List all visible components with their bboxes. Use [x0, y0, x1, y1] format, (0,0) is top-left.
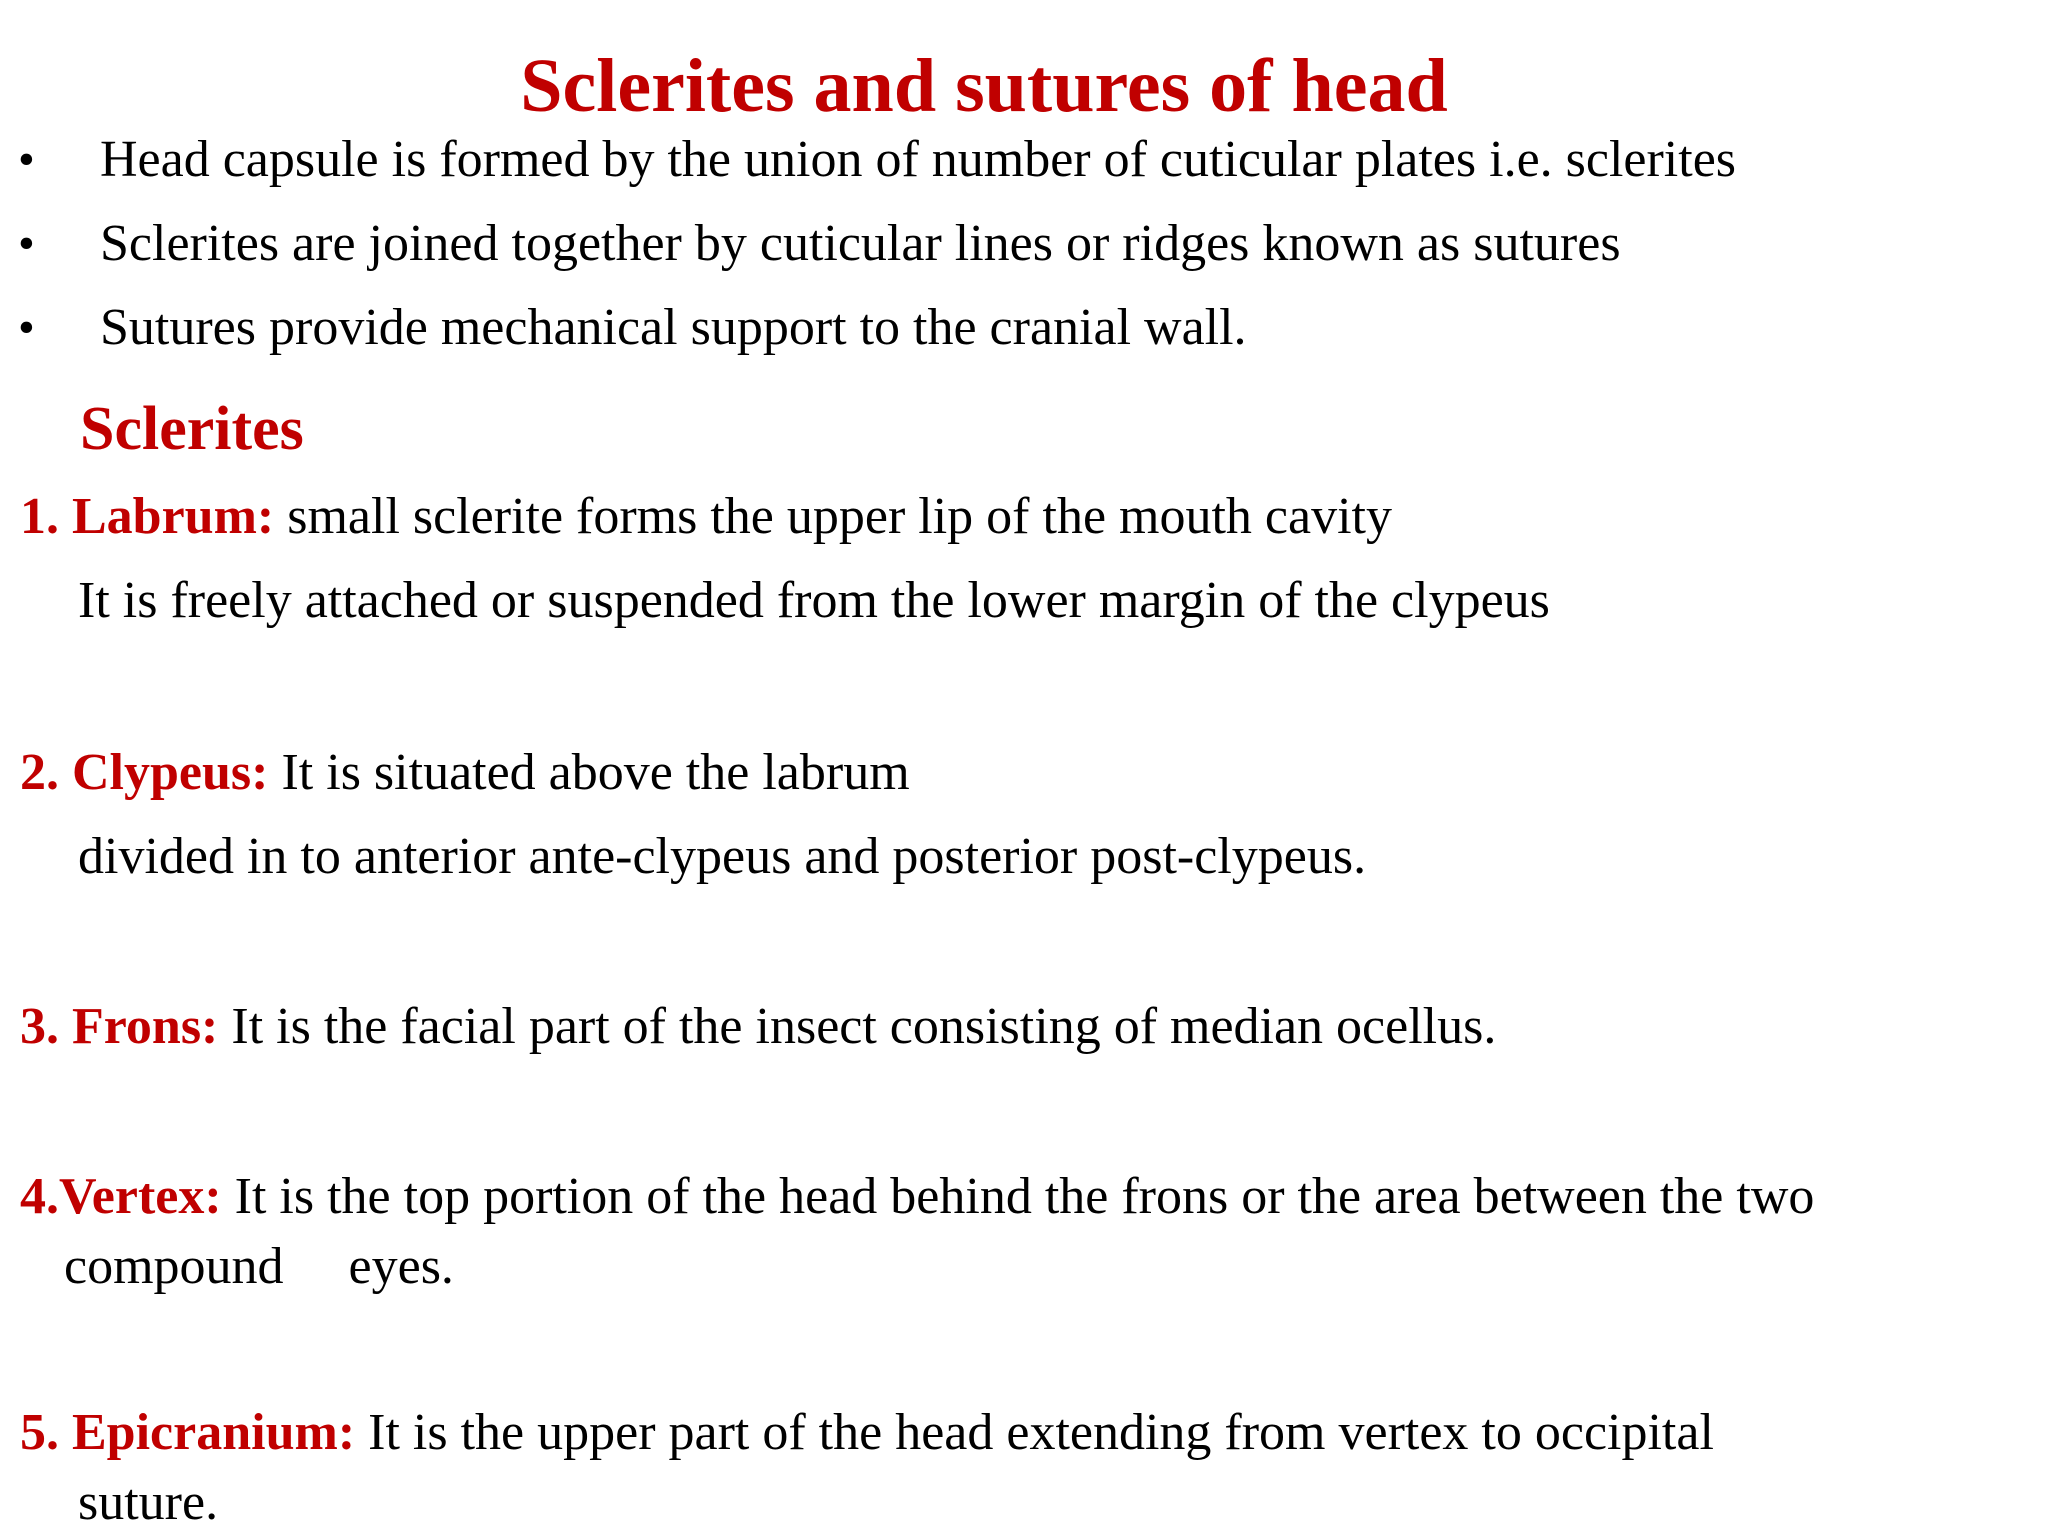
- item-text: It is situated above the labrum: [268, 744, 910, 801]
- bullet-item: [0, 288, 2040, 368]
- item-number: 1.: [20, 488, 59, 545]
- item-number: 2.: [20, 744, 59, 801]
- item-line: [20, 1162, 2030, 1232]
- sclerite-item-labrum: [20, 482, 2030, 636]
- item-term: Clypeus:: [72, 744, 269, 801]
- item-number: 5.: [20, 1404, 59, 1461]
- item-term: Vertex:: [59, 1168, 222, 1225]
- item-line: [20, 482, 2030, 552]
- item-number: 4.: [20, 1168, 59, 1225]
- item-text: It is the facial part of the insect consisting of median ocellus.: [218, 998, 1497, 1055]
- item-text: It is the upper part of the head extending from vertex to occipital: [355, 1404, 1714, 1461]
- item-line: [20, 992, 2030, 1062]
- sclerite-item-vertex: [20, 1162, 2030, 1302]
- item-text: small sclerite forms the upper lip of the mouth cavity: [274, 488, 1392, 545]
- sclerite-item-frons: [20, 992, 2030, 1062]
- item-continuation: divided in to anterior ante-clypeus and posterior post-clypeus.: [78, 828, 1367, 885]
- bullet-item: [0, 204, 2040, 284]
- item-number: 3.: [20, 998, 59, 1055]
- item-continuation: compound eyes.: [64, 1238, 454, 1295]
- item-continuation: It is freely attached or suspended from the lower margin of the clypeus: [78, 572, 1550, 629]
- bullet-text: Sutures provide mechanical support to the cranial wall.: [100, 299, 1247, 356]
- item-line: [20, 1398, 2030, 1468]
- item-text: It is the top portion of the head behind the frons or the area between the two: [221, 1168, 1815, 1225]
- bullet-item: [0, 120, 2040, 200]
- bullet-icon: •: [18, 133, 35, 186]
- slide-title: Sclerites and sutures of head: [520, 44, 1448, 128]
- item-continuation: suture.: [78, 1474, 219, 1531]
- sclerite-item-clypeus: [20, 738, 2030, 892]
- sclerite-item-epicranium: [20, 1398, 2030, 1538]
- item-term: Labrum:: [72, 488, 275, 545]
- bullet-icon: •: [18, 301, 35, 354]
- bullet-text: Sclerites are joined together by cuticular lines or ridges known as sutures: [100, 215, 1621, 272]
- bullet-icon: •: [18, 217, 35, 270]
- bullet-text: Head capsule is formed by the union of number of cuticular plates i.e. sclerites: [100, 131, 1737, 188]
- item-term: Frons:: [72, 998, 219, 1055]
- section-heading: Sclerites: [80, 395, 304, 463]
- item-line: [20, 738, 2030, 808]
- item-term: Epicranium:: [72, 1404, 356, 1461]
